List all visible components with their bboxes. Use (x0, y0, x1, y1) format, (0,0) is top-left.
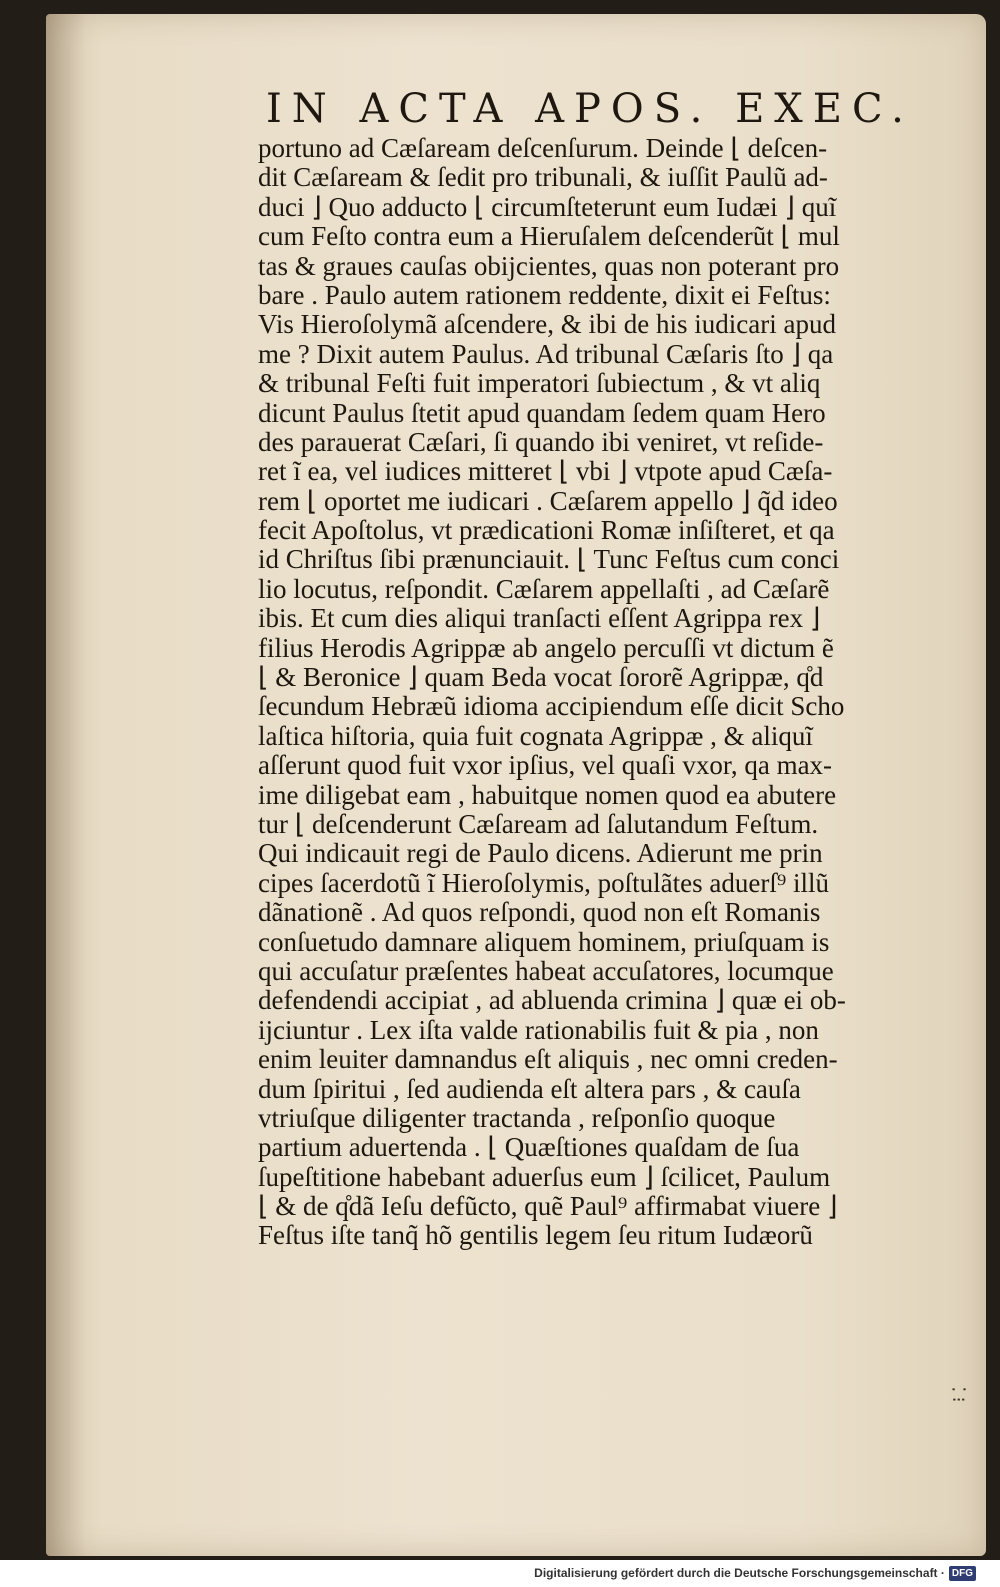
text-line: conſuetudo damnare aliquem hominem, priuſquam is (258, 927, 830, 957)
margin-marks: ⁚ ⁝ (948, 1386, 969, 1403)
digitization-footer (534, 1563, 976, 1583)
text-line: portuno ad Cæſaream deſcenſurum. Deinde ⌊ deſcen- (258, 134, 828, 163)
text-line: defendendi accipiat , ad abluenda crimina ⌋ quæ ei ob- (258, 986, 846, 1016)
dfg-logo: DFG (949, 1566, 976, 1581)
text-line: partium aduertenda . ⌊ Quæſtiones quaſdam de ſua (258, 1133, 800, 1163)
text-line: tas & graues cauſas obijcientes, quas non poterant pro (258, 251, 840, 281)
text-line: & tribunal Feſti fuit imperatori ſubiectum , & vt aliq (258, 369, 821, 399)
text-line: ime diligebat eam , habuitque nomen quod ea abutere (258, 780, 837, 810)
text-line: me ? Dixit autem Paulus. Ad tribunal Cæſaris ſto ⌋ qa (258, 339, 834, 369)
text-line: enim leuiter damnandus eſt aliquis , nec omni creden- (258, 1045, 838, 1075)
text-line: Qui indicauit regi de Paulo dicens. Adierunt me prin (258, 839, 823, 869)
text-line: bare . Paulo autem rationem reddente, dixit ei Feſtus: (258, 280, 831, 310)
text-line: Feſtus iſte tanq̃ hõ gentilis legem ſeu ritum Iudæorũ (258, 1221, 813, 1251)
funding-credit: Digitalisierung gefördert durch die Deutsche Forschungsgemeinschaft · (534, 1566, 945, 1580)
text-line: lio locutus, reſpondit. Cæſarem appellaſti , ad Cæſarẽ (258, 574, 830, 604)
text-line: filius Herodis Agrippæ ab angelo percuſſi vt dictum ẽ (258, 633, 834, 663)
text-line: Vis Hieroſolymã aſcendere, & ibi de his iudicari apud (258, 310, 836, 340)
text-line: ⌊ & Beronice ⌋ quam Beda vocat ſororẽ Agrippæ, q̊d (258, 663, 824, 693)
text-line: ibis. Et cum dies aliqui tranſacti eſſent Agrippa rex ⌋ (258, 604, 821, 634)
gutter-shadow (46, 14, 86, 1556)
text-line: ſecundum Hebræũ idioma accipiendum eſſe dicit Scho (258, 692, 845, 722)
text-line: dãnationẽ . Ad quos reſpondi, quod non eſt Romanis (258, 898, 821, 928)
text-line: rem ⌊ oportet me iudicari . Cæſarem appello ⌋ q̃d ideo (258, 486, 838, 516)
text-line: qui accuſatur præſentes habeat accuſatores, locumque (258, 956, 834, 986)
text-line: id Chriſtus ſibi prænunciauit. ⌊ Tunc Feſtus cum conci (258, 545, 840, 575)
text-line: dit Cæſaream & ſedit pro tribunali, & iuſſit Paulũ ad- (258, 163, 828, 193)
text-line: dum ſpiritui , ſed audienda eſt altera pars , & cauſa (258, 1074, 801, 1104)
text-line: tur ⌊ deſcenderunt Cæſaream ad ſalutandum Feſtum. (258, 809, 819, 839)
text-line: laſtica hiſtoria, quia fuit cognata Agrippæ , & aliquĩ (258, 721, 813, 751)
text-line: des parauerat Cæſari, ſi quando ibi veniret, vt reſide- (258, 427, 824, 457)
text-line: ijciuntur . Lex iſta valde rationabilis fuit & pia , non (258, 1015, 819, 1045)
text-line: cum Feſto contra eum a Hieruſalem deſcenderũt ⌊ mul (258, 222, 840, 252)
text-line: duci ⌋ Quo adducto ⌊ circumſteterunt eum Iudæi ⌋ quĩ (258, 192, 837, 222)
text-line: dicunt Paulus ſtetit apud quandam ſedem quam Hero (258, 398, 826, 428)
text-line: ⌊ & de q̊dã Ieſu defũcto, quẽ Paul⁹ affirmabat viuere ⌋ (258, 1192, 838, 1222)
text-line: ret ĩ ea, vel iudices mitteret ⌊ vbi ⌋ vtpote apud Cæſa- (258, 457, 833, 487)
body-text (258, 134, 958, 1251)
text-line: ſupeſtitione habebant aduerſus eum ⌋ ſcilicet, Paulum (258, 1162, 831, 1192)
text-line: aſſerunt quod fuit vxor ipſius, vel quaſi vxor, qa max- (258, 751, 833, 781)
running-head: IN ACTA APOS. EXEC. (266, 86, 914, 132)
text-line: fecit Apoſtolus, vt prædicationi Romæ inſiſteret, et qa (258, 516, 835, 546)
text-line: cipes ſacerdotũ ĩ Hieroſolymis, poſtulãtes aduerſ⁹ illũ (258, 868, 830, 898)
text-line: vtriuſque diligenter tractanda , reſponſio quoque (258, 1103, 776, 1133)
